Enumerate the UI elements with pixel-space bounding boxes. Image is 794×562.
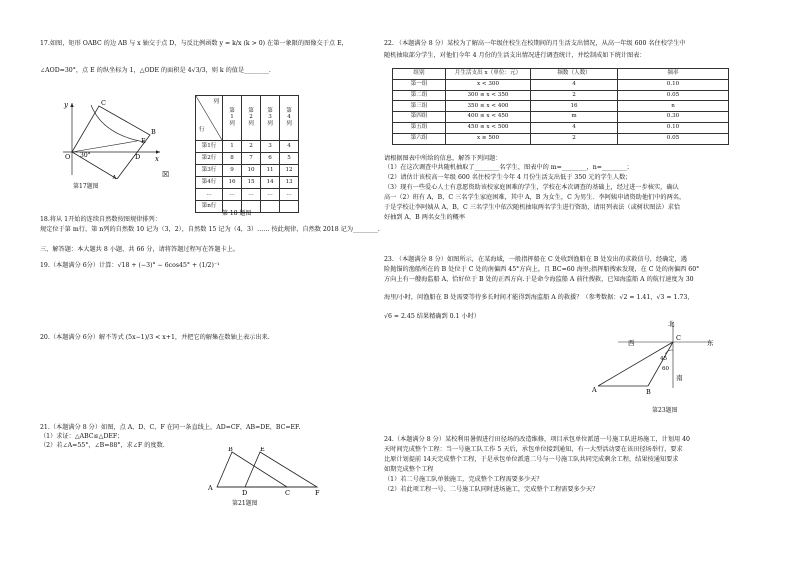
q18-number-table	[195, 95, 299, 213]
q21-label-a: A	[208, 484, 213, 492]
table-cell: 8	[223, 153, 242, 165]
q21-label-c: C	[285, 489, 290, 497]
table-header-row	[393, 69, 729, 80]
q18-head-col2: 第2列	[242, 96, 261, 141]
q22-p5: 高一（2）班有 A，B，C 三名学生家庭困难，其中 A，B 为女生，C 为男生．李阿姨申请资助他们中的两名，	[384, 194, 686, 201]
table-cell: 2	[531, 133, 618, 144]
q18-corner-cell	[196, 96, 223, 141]
q17-label-o: O	[65, 153, 71, 161]
q18-head-col1: 第1列	[223, 96, 242, 141]
table-row	[196, 177, 299, 189]
table-cell: m	[531, 112, 618, 123]
table-row	[393, 101, 729, 112]
q24-line1: 24.（本题满分 8 分）某校利用暑假进行田径场的改造维修，项目承包单位派遣一号施工队进场施工，计划用 40	[384, 436, 690, 443]
q19-text: 19.（本题满分 6分）计算：√18 + (−3)° − 6cos45° + (1/2)⁻¹	[40, 262, 220, 269]
q21-line3: （2）若∠A=55°，∠B=88°，求∠F 的度数.	[40, 442, 165, 449]
q23-label-b: B	[646, 388, 651, 396]
q23-line3: 方向上有一艘海监船 A，恰好位于 B 处的正西方向.于是命令海监船 A 前往搜救，已知海监船 A 的航行速度为 30	[384, 276, 694, 283]
table-cell: 4	[531, 122, 618, 133]
q17-line2: ∠AOD=30°，点 E 的纵坐标为 1，△ODE 的面积是 4√3/3，则 k 的值是________.	[40, 67, 271, 74]
q17-axis-x: x	[155, 155, 159, 163]
table-cell	[280, 201, 299, 213]
q22-line1: 22. （本题满分 8 分）某校为了解高一年级住校生在校期间的月生活支出情况，从高一年级 600 名住校学生中	[384, 40, 686, 47]
table-cell: 0.05	[618, 133, 729, 144]
table-cell: 0.30	[618, 112, 729, 123]
table-cell: 13	[280, 177, 299, 189]
table-row	[196, 153, 299, 165]
q17-label-a: A	[112, 174, 117, 179]
table-cell: 15	[242, 177, 261, 189]
table-cell: 0.10	[618, 122, 729, 133]
q22-p3: （2）请估计该校高一年级 600 名住校学生今年 4 月份生活支出低于 350 元的学生人数；	[384, 174, 632, 181]
table-row	[393, 112, 729, 123]
q23-line4: 海里/小时，问渔船在 B 处需要等待多长时间才能得到海监船 A 的救援？（参考数据：√2 ≈ 1.41，√3 ≈ 1.73，	[384, 294, 694, 301]
table-cell: 4	[531, 79, 618, 90]
table-row	[393, 133, 729, 144]
q20-text: 20.（本题满分 6分）解不等式 (5x−1)/3 < x+1，并把它的解集在数轴上表示出来.	[40, 334, 270, 341]
q17-angle-label: 30°	[80, 152, 91, 159]
table-cell	[261, 201, 280, 213]
table-cell: 第一组	[393, 79, 446, 90]
q23-line2: 险抛锚的渔船所在的 B 处位于 C 处的南偏西 45°方向上，且 BC=60 海里;指挥船搜索发现，在 C 处的南偏西 60°	[384, 266, 700, 273]
table-cell: 10	[242, 165, 261, 177]
table-cell: 300 ≤ x < 350	[446, 90, 531, 101]
table-cell: 14	[261, 177, 280, 189]
q23-west: 西	[628, 339, 635, 347]
table-cell: 第二组	[393, 90, 446, 101]
table-cell: 350 ≤ x < 400	[446, 101, 531, 112]
q18-line1: 18.将从 1开始的连续自然数按图规律排列：	[40, 216, 161, 223]
q18-line2: 规定位于第 m行，第 n列的自然数 10 记为（3，2），自然数 15 记为（4，3）…… 按此规律，自然数 2018 记为________.	[40, 226, 380, 233]
q23-angle45: 45	[660, 356, 667, 362]
table-header-cell: 频率	[618, 69, 729, 80]
table-cell: 7	[242, 153, 261, 165]
q21-label-f: F	[315, 489, 320, 497]
table-cell: 9	[223, 165, 242, 177]
table-cell: …	[280, 189, 299, 201]
q21-caption: 第21题图	[232, 500, 258, 507]
q17-line1: 17.如图，矩形 OABC 的边 AB 与 x 轴交于点 D，与反比例函数 y = k/x (k > 0) 在第一象限的图像交于点 E，	[40, 40, 348, 47]
table-cell: 16	[223, 177, 242, 189]
table-cell: 第4行	[196, 177, 223, 189]
q18-caption: 第 18 题图	[222, 210, 252, 217]
table-cell: 400 ≤ x < 450	[446, 112, 531, 123]
table-cell: 0.05	[618, 90, 729, 101]
q22-p2: （1）在这次调查中共随机抽取了________名学生，图表中的 m=________，n=________；	[384, 164, 633, 171]
q23-east: 东	[707, 339, 714, 347]
q17-figure	[55, 97, 165, 179]
q18-head-col3: 第3列	[261, 96, 280, 141]
table-cell: 第n行	[196, 201, 223, 213]
table-header-cell: 月生活支出 x（单位：元）	[446, 69, 531, 80]
q21-line2: （1）求证：△ABC≌△DEF；	[40, 433, 124, 440]
q17-axis-y: y	[64, 101, 68, 109]
q22-line2: 随机抽取部分学生，对他们今年 4 月份的生活支出情况进行调查统计，并绘制成如下统计图表：	[384, 52, 646, 59]
q21-label-b: B	[228, 447, 233, 453]
q21-label-d: D	[242, 489, 248, 497]
q17-label-b: B	[151, 128, 156, 136]
q23-line1: 23. （本题满分 8 分）如图所示，在某海域，一般指挥船在 C 处收到渔船在 B 处发出的求救信号，经确定，遇	[384, 256, 687, 263]
table-cell: 450 ≤ x < 500	[446, 122, 531, 133]
table-cell: 第3行	[196, 165, 223, 177]
q17-label-e: E	[141, 137, 146, 145]
table-cell: 16	[531, 101, 618, 112]
table-row	[393, 79, 729, 90]
q22-p1: 请根据图表中所给的信息，解答下列问题：	[384, 155, 502, 162]
table-cell: 第四组	[393, 112, 446, 123]
q17-label-d: D	[135, 153, 141, 161]
q21-figure	[205, 447, 325, 497]
table-cell: n	[618, 101, 729, 112]
q24-line4: 如期完成整个工程	[384, 466, 434, 473]
table-cell: 5	[280, 153, 299, 165]
table-cell: …	[223, 189, 242, 201]
table-cell: 1	[223, 141, 242, 153]
table-cell: x < 300	[446, 79, 531, 90]
close-icon[interactable]: ☒	[162, 170, 170, 179]
table-cell: 第2行	[196, 153, 223, 165]
table-cell: 2	[242, 141, 261, 153]
q17-label-c: C	[101, 99, 106, 107]
table-cell: 第三组	[393, 101, 446, 112]
q23-south: 南	[676, 374, 683, 382]
table-cell: …	[196, 189, 223, 201]
table-cell: 6	[261, 153, 280, 165]
table-cell: x ≥ 500	[446, 133, 531, 144]
q23-north: 北	[668, 320, 675, 328]
q24-line3: 比原计划提前 14天完成整个工程，于是承包单位派遣二号与一号施工队共同完成剩余工程，结果按通知要求	[384, 456, 679, 463]
q22-frequency-table	[392, 68, 729, 145]
q22-p7: 好抽到 A，B 两名女生的概率	[384, 214, 466, 221]
q17-caption: 第17题图	[73, 183, 99, 190]
q23-figure	[590, 318, 720, 398]
q24-line2: 天时间完成整个工程：当一号施工队工作 5 天后，承包单位接到通知，有一大型活动要在该田径场举行，要求	[384, 446, 683, 453]
table-row	[196, 165, 299, 177]
table-row	[393, 90, 729, 101]
table-cell: 4	[280, 141, 299, 153]
table-cell: 12	[280, 165, 299, 177]
q22-p4: （3）现有一些爱心人士有意愿资助该校家庭困难的学生，学校在本次调查的基础上，经过进一步核实，确认	[384, 184, 679, 191]
table-row	[196, 141, 299, 153]
table-cell: 3	[261, 141, 280, 153]
table-cell: 第1行	[196, 141, 223, 153]
table-row	[393, 122, 729, 133]
q23-angle60: 60	[662, 366, 669, 372]
table-cell: 0.10	[618, 79, 729, 90]
q24-line6: （2）若此项工程一号、二号施工队同时进场施工，完成整个工程需要多少天？	[384, 486, 599, 493]
q21-line1: 21.（本题满分 8 分）如图，点 A、D、C、F 在同一条直线上，AD=CF，AB=DE，BC=EF.	[40, 424, 301, 431]
q23-label-a: A	[592, 386, 597, 394]
table-header-cell: 组别	[393, 69, 446, 80]
q23-caption: 第23题图	[652, 407, 678, 414]
q18-corner-col: 列	[213, 99, 219, 105]
q24-line5: （1）若二号施工队单独施工，完成整个工程需要多少天？	[384, 476, 543, 483]
table-cell: …	[261, 189, 280, 201]
table-cell: …	[242, 189, 261, 201]
q18-head-col4: 第4列	[280, 96, 299, 141]
q18-corner-row: 行	[199, 127, 205, 134]
q23-label-c: C	[676, 334, 681, 342]
table-cell: 第五组	[393, 122, 446, 133]
q22-p6: 于是学校让李阿姨从 A，B，C 三名学生中依次随机抽取两名学生进行资助，请用列表法（或树状图法）求恰	[384, 204, 681, 211]
table-cell: 11	[261, 165, 280, 177]
table-header-cell: 频数（人数）	[531, 69, 618, 80]
table-row	[196, 189, 299, 201]
q21-label-e: E	[260, 447, 265, 453]
q23-line5: √6 ≈ 2.45 结果精确到 0.1 小时）	[384, 313, 481, 320]
table-cell: 第六组	[393, 133, 446, 144]
table-cell: 2	[531, 90, 618, 101]
section-3-heading: 三、解答题：本大题共 8 小题，共 66 分，请将答题过程写在答题卡上。	[40, 246, 240, 253]
